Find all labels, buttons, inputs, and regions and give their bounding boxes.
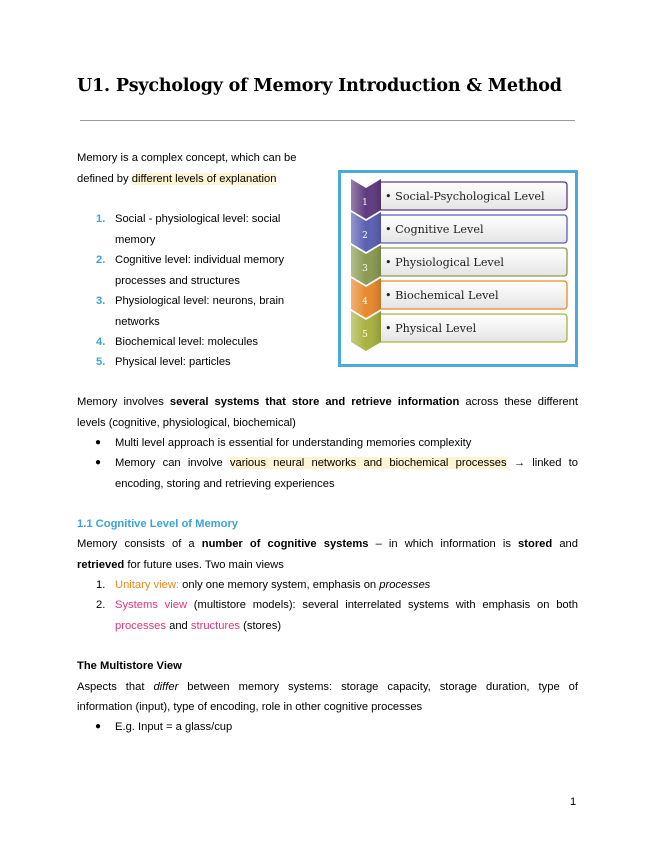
list-item-cont: networks [115, 316, 160, 328]
title-divider [80, 120, 575, 121]
list-item: Biochemical level: molecules [115, 336, 259, 348]
bullet-icon: ● [95, 721, 102, 732]
list-item-cont: memory [115, 234, 156, 246]
multistore-heading: The Multistore View [77, 660, 182, 672]
bullet-icon: ● [95, 457, 102, 468]
list-number: 1. [96, 213, 106, 225]
diagram-level-label: • Physiological Level [385, 256, 504, 269]
bullet-item: Memory can involve various neural networks and biochemical processes → linked to [115, 457, 579, 469]
cognitive-paragraph: Memory consists of a number of cognitive systems – in which information is stored and [77, 538, 578, 550]
page-number: 1 [570, 796, 577, 808]
unitary-view-item: Unitary view: only one memory system, emphasis on processes [115, 579, 431, 591]
diagram-level-number: 1 [362, 198, 368, 208]
diagram-level-number: 2 [362, 231, 368, 241]
multistore-line-2: information (input), type of encoding, role in other cognitive processes [77, 701, 423, 713]
list-item-cont: processes and structures [115, 275, 240, 287]
levels-diagram [338, 170, 578, 367]
list-number: 5. [96, 356, 106, 368]
list-number: 4. [96, 336, 106, 348]
multistore-paragraph: Aspects that differ between memory systems: storage capacity, storage duration, type of [77, 681, 578, 693]
list-item: Social - physiological level: social [115, 213, 281, 225]
diagram-level-row [351, 278, 567, 318]
systems-view-item-cont: processes and structures (stores) [115, 620, 282, 632]
diagram-level-label: • Biochemical Level [385, 289, 499, 302]
systems-line-2: levels (cognitive, physiological, biochemical) [77, 417, 296, 429]
intro-line-2: defined by different levels of explanation [77, 173, 277, 185]
section-heading-1-1: 1.1 Cognitive Level of Memory [77, 518, 239, 530]
diagram-level-label: • Cognitive Level [385, 223, 484, 236]
diagram-level-label: • Social-Psychological Level [385, 190, 545, 203]
systems-view-item: Systems view (multistore models): several interrelated systems with emphasis on both [115, 599, 578, 611]
list-number: 3. [96, 295, 106, 307]
highlight-levels: different levels of explanation [131, 173, 277, 185]
systems-paragraph [77, 392, 578, 413]
bullet-icon: ● [95, 437, 102, 448]
cognitive-line-2: retrieved for future uses. Two main views [77, 559, 284, 571]
diagram-level-label: • Physical Level [385, 322, 477, 335]
list-number: 2. [96, 599, 106, 611]
levels-diagram-svg [341, 173, 575, 364]
diagram-level-row [351, 311, 567, 351]
bullet-item: E.g. Input = a glass/cup [115, 721, 233, 733]
systems-line-1: Memory involves several systems that store and retrieve information across these different [77, 396, 578, 408]
diagram-level-row [351, 212, 567, 252]
page-title: U1. Psychology of Memory Introduction & Method [77, 76, 562, 96]
bullet-item: Multi level approach is essential for understanding memories complexity [115, 437, 472, 449]
intro-line-1: Memory is a complex concept, which can be [77, 152, 297, 164]
diagram-level-number: 3 [362, 264, 368, 274]
list-number: 2. [96, 254, 106, 266]
list-item: Physiological level: neurons, brain [115, 295, 285, 307]
bullet-item-cont: encoding, storing and retrieving experiences [115, 478, 335, 490]
diagram-level-row [351, 245, 567, 285]
diagram-level-number: 4 [362, 297, 368, 307]
highlight-neural: various neural networks and biochemical processes [229, 457, 507, 469]
list-number: 1. [96, 579, 106, 591]
diagram-level-row [351, 179, 567, 219]
list-item: Cognitive level: individual memory [115, 254, 285, 266]
diagram-level-number: 5 [362, 330, 368, 340]
list-item: Physical level: particles [115, 356, 231, 368]
